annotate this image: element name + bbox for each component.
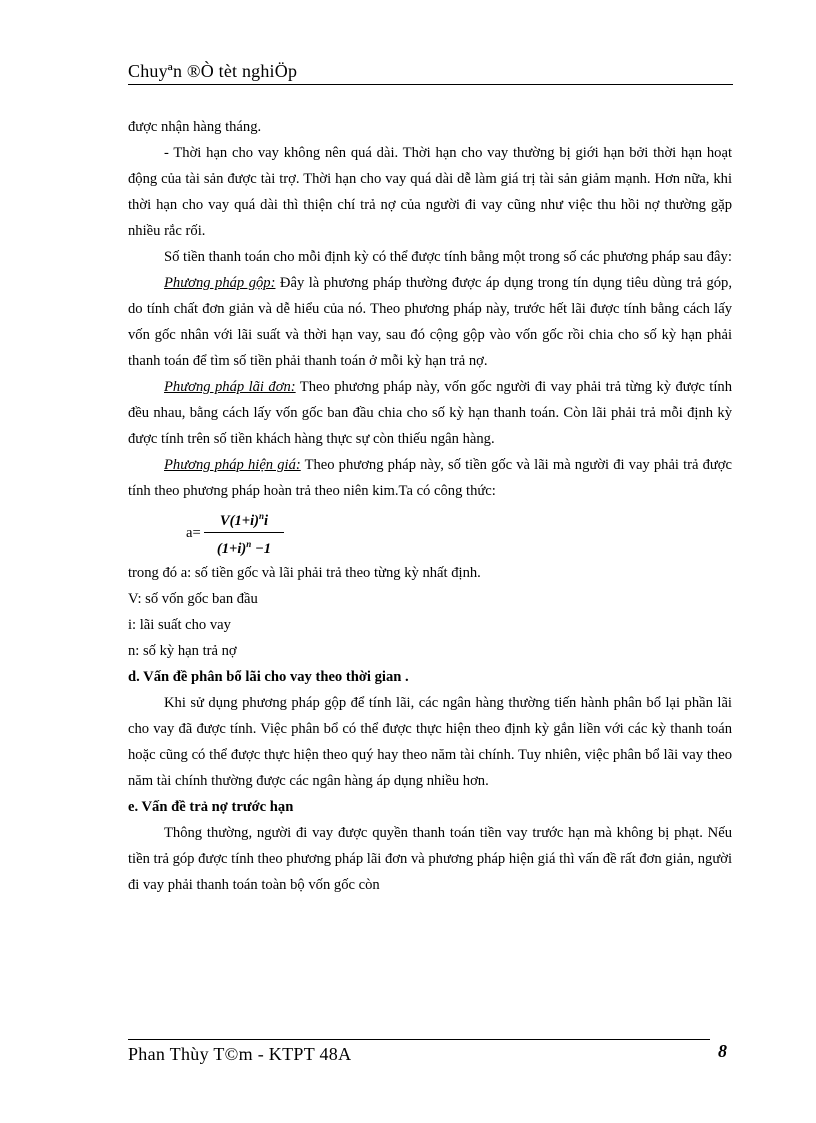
paragraph-hien-gia [128, 452, 732, 504]
term-phuong-phap-lai-don: Phương pháp lãi đơn: [164, 379, 296, 395]
footer-divider [128, 1039, 710, 1040]
page-header [128, 60, 733, 85]
num-base: V(1+i) [219, 512, 260, 529]
den-base: (1+i) [216, 540, 247, 557]
den-minus-one: −1 [251, 540, 272, 557]
definition-a: trong đó a: số tiền gốc và lãi phải trả theo từng kỳ nhất định. [128, 565, 481, 581]
formula-denominator [204, 533, 284, 559]
paragraph-gop [128, 270, 732, 374]
footer-author: Phan Thùy T©m - KTPT 48A [128, 1044, 352, 1064]
den-exponent: n [246, 538, 252, 549]
paragraph: được nhận hàng tháng. [128, 119, 262, 135]
page-number: 8 [718, 1041, 727, 1061]
term-phuong-phap-hien-gia: Phương pháp hiện giá: [164, 457, 301, 473]
section-heading-e: e. Vấn đề trả nợ trước hạn [128, 799, 294, 815]
section-heading-d: d. Vấn đề phân bổ lãi cho vay theo thời gian . [128, 669, 409, 685]
paragraph-text: Đây là phương pháp thường được áp dụng trong tín dụng tiêu dùng trả góp, do tính chất đơn giản và dễ hiểu của nó. Theo phương pháp này, trước hết lãi được tính bằng cách lấy vốn gốc nhân với lãi suất và thời hạn vay, sau đó cộng gộp vào vốn gốc rồi chia cho số kỳ hạn phải thanh toán để tìm số tiền phải thanh toán ở mỗi kỳ hạn trả nợ. [128, 275, 732, 369]
document-body [128, 114, 732, 898]
paragraph: Thông thường, người đi vay được quyền thanh toán tiền vay trước hạn mà không bị phạt. Nếu tiền trả góp được tính theo phương pháp lãi đơn và phương pháp hiện giá thì vấn đề rất đơn giản, người đi vay phải thanh toán toàn bộ vốn gốc còn [128, 825, 733, 893]
definition-n: n: số kỳ hạn trả nợ [128, 643, 237, 659]
paragraph-text: Theo phương pháp này, số tiền gốc và lãi mà người đi vay phải trả được tính theo phương pháp hoàn trả theo niên kim.Ta có công thức: [128, 457, 732, 499]
definition-i: i: lãi suất cho vay [128, 617, 231, 633]
bullet-paragraph: - Thời hạn cho vay không nên quá dài. Thời hạn cho vay thường bị giới hạn bởi thời hạn hoạt động của tài sản được tài trợ. Thời hạn cho vay quá dài dễ làm giá trị tài sản giảm mạnh. Hơn nữa, khi thời hạn cho vay quá dài thì thiện chí trả nợ của người đi vay cũng như việc thu hồi nợ thường gặp nhiều rắc rối. [128, 145, 732, 239]
paragraph-text: Theo phương pháp này, vốn gốc người đi vay phải trả từng kỳ được tính đều nhau, bằng cách lấy vốn gốc ban đầu chia cho số kỳ hạn thanh toán. Còn lãi phải trả mỗi định kỳ được tính trên số tiền khách hàng thực sự còn thiếu ngân hàng. [128, 379, 732, 447]
paragraph: Khi sử dụng phương pháp gộp để tính lãi, các ngân hàng thường tiến hành phân bổ lại phần lãi cho vay đã được tính. Việc phân bổ có thể được thực hiện theo định kỳ gắn liền với các kỳ thanh toán hoặc cũng có thể được thực hiện theo quý hay theo năm tài chính. Tuy nhiên, việc phân bổ lãi vay theo năm tài chính thường được các ngân hàng áp dụng nhiều hơn. [128, 695, 732, 789]
term-phuong-phap-gop: Phương pháp gộp: [164, 275, 276, 291]
num-exponent: n [259, 511, 265, 521]
formula-lhs: a= [186, 525, 201, 541]
header-title: Chuyªn ®Ò tèt nghiÖp [128, 61, 298, 81]
paragraph-lai-don [128, 374, 732, 452]
formula-numerator [204, 506, 284, 533]
definition-v: V: số vốn gốc ban đầu [128, 591, 258, 607]
num-factor: i [264, 512, 269, 529]
paragraph: Số tiền thanh toán cho mỗi định kỳ có thể được tính bằng một trong số các phương pháp sau đây: [164, 249, 732, 265]
formula [186, 504, 732, 560]
formula-fraction [204, 506, 284, 559]
